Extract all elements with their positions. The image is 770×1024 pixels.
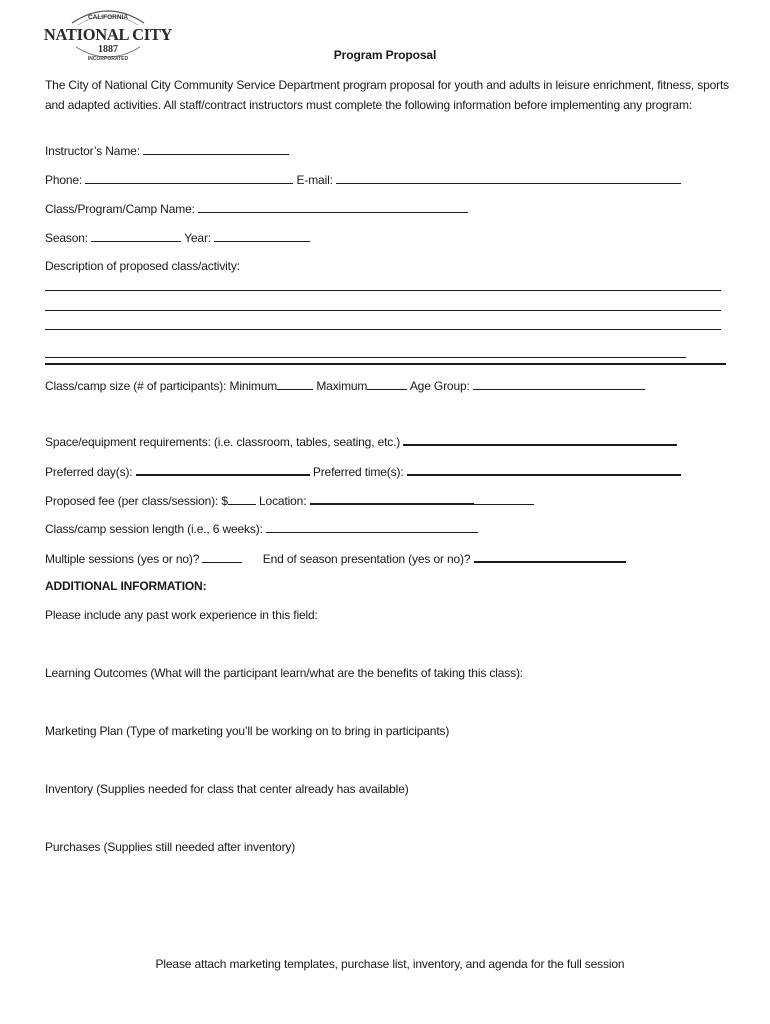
age-group-field[interactable] bbox=[473, 378, 645, 390]
size-label: Class/camp size (# of participants): Minimum bbox=[45, 379, 278, 393]
section-divider bbox=[45, 363, 726, 365]
space-field[interactable] bbox=[403, 433, 677, 446]
location-field[interactable] bbox=[310, 492, 474, 505]
year-field[interactable] bbox=[214, 230, 310, 242]
space-label: Space/equipment requirements: (i.e. classroom, tables, seating, etc.) bbox=[45, 435, 401, 449]
size-row bbox=[45, 378, 645, 393]
multiple-sessions-field[interactable] bbox=[202, 551, 242, 563]
phone-field[interactable] bbox=[85, 172, 293, 184]
preferred-days-field[interactable] bbox=[136, 463, 310, 476]
age-group-label: Age Group: bbox=[409, 379, 470, 393]
preferred-times-label: Preferred time(s): bbox=[312, 465, 404, 479]
space-row bbox=[45, 433, 677, 449]
description-line-1[interactable] bbox=[45, 290, 721, 291]
session-length-field[interactable] bbox=[266, 521, 478, 533]
fee-label: Proposed fee (per class/session): $ bbox=[45, 494, 228, 508]
season-label: Season: bbox=[45, 231, 88, 245]
maximum-field[interactable] bbox=[367, 378, 407, 390]
fee-row bbox=[45, 492, 534, 508]
location-label: Location: bbox=[259, 494, 307, 508]
page-title: Program Proposal bbox=[333, 48, 437, 62]
learning-outcomes-label: Learning Outcomes (What will the participant learn/what are the benefits of taking this class): bbox=[45, 666, 523, 680]
marketing-plan-label: Marketing Plan (Type of marketing you’ll be working on to bring in participants) bbox=[45, 724, 450, 738]
logo-main-text: NATIONAL CITY bbox=[43, 25, 173, 44]
logo-year: 1887 bbox=[98, 44, 118, 55]
class-name-label: Class/Program/Camp Name: bbox=[45, 202, 195, 216]
logo-bottom-text: INCORPORATED bbox=[87, 56, 129, 62]
session-length-row bbox=[45, 521, 478, 536]
preferred-times-field[interactable] bbox=[407, 463, 681, 476]
instructor-name-field[interactable] bbox=[143, 143, 289, 155]
presentation-label: End of season presentation (yes or no)? bbox=[262, 552, 471, 566]
email-field[interactable] bbox=[336, 172, 681, 184]
instructor-name-row bbox=[45, 143, 289, 158]
contact-row bbox=[45, 172, 681, 187]
phone-label: Phone: bbox=[45, 173, 83, 187]
preferred-days-label: Preferred day(s): bbox=[45, 465, 133, 479]
class-name-row bbox=[45, 201, 468, 216]
intro-paragraph: The City of National City Community Service Department program proposal for youth and adults in leisure enrichment, fitness, sports and adapted activities. All staff/contract instructors must complete the following information before implementing any program: bbox=[45, 78, 729, 112]
location-field-extension[interactable] bbox=[474, 493, 534, 505]
description-line-2[interactable] bbox=[45, 310, 721, 311]
additional-info-heading: ADDITIONAL INFORMATION: bbox=[45, 579, 207, 593]
fee-field[interactable] bbox=[228, 493, 256, 505]
class-name-field[interactable] bbox=[198, 201, 468, 213]
sessions-row bbox=[45, 550, 626, 566]
email-label: E-mail: bbox=[296, 173, 333, 187]
logo-top-text: CALIFORNIA bbox=[87, 14, 129, 21]
maximum-label: Maximum bbox=[316, 379, 368, 393]
season-field[interactable] bbox=[91, 230, 181, 242]
work-experience-label: Please include any past work experience in this field: bbox=[45, 608, 318, 622]
footer-note: Please attach marketing templates, purchase list, inventory, and agenda for the full session bbox=[155, 957, 625, 971]
description-line-4[interactable] bbox=[45, 357, 686, 358]
instructor-name-label: Instructor’s Name: bbox=[45, 144, 140, 158]
presentation-field[interactable] bbox=[474, 550, 626, 563]
description-line-3[interactable] bbox=[45, 329, 721, 330]
purchases-label: Purchases (Supplies still needed after inventory) bbox=[45, 840, 296, 854]
season-row bbox=[45, 230, 310, 245]
minimum-field[interactable] bbox=[277, 378, 313, 390]
multiple-sessions-label: Multiple sessions (yes or no)? bbox=[45, 552, 200, 566]
session-length-label: Class/camp session length (i.e., 6 weeks): bbox=[45, 522, 263, 536]
description-label: Description of proposed class/activity: bbox=[45, 259, 240, 273]
year-label: Year: bbox=[184, 231, 211, 245]
preferred-row bbox=[45, 463, 681, 479]
inventory-label: Inventory (Supplies needed for class that center already has available) bbox=[45, 782, 409, 796]
